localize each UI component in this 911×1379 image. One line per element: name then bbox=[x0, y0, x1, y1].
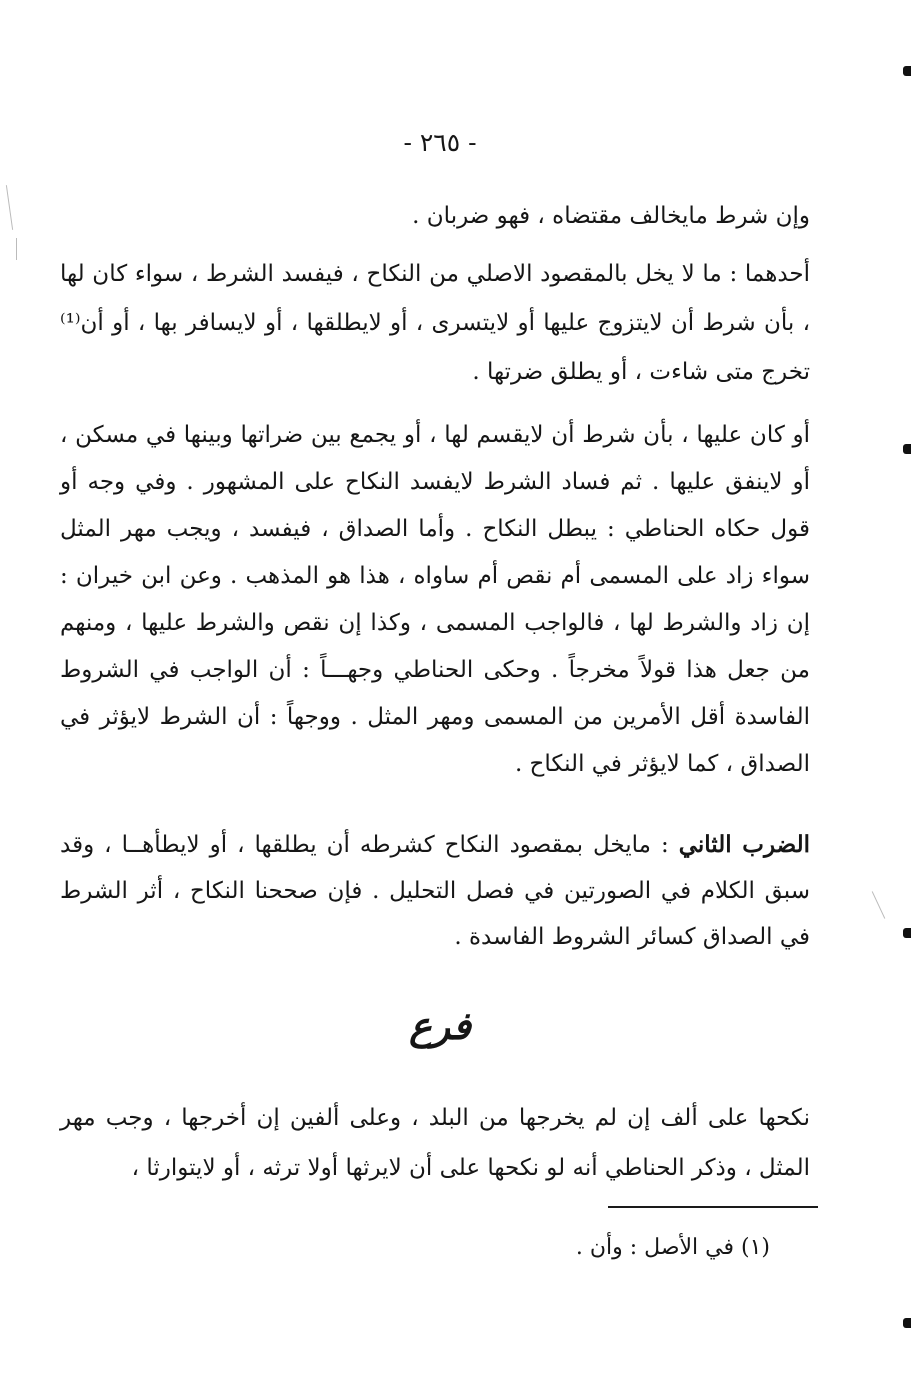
paragraph-2 bbox=[60, 250, 810, 397]
scan-edge-mark bbox=[903, 66, 911, 76]
paragraph-3-text: أو كان عليها ، بأن شرط أن لايقسم لها ، أو يجمع بين ضراتها وبينها في مسكن ، أو لاينفق عليها . ثم فساد الشرط لايفسد النكاح على المشهور . وفي وجه أو قول حكاه الحناطي : يبطل النكاح . وأما الصداق ، فيفسد ، ويجب مهر المثل سواء زاد على المسمى أم نقص أم ساواه ، هذا هو المذهب . وعن ابن خيران : إن زاد والشرط لها ، فالواجب المسمى ، وكذا إن نقص والشرط عليها ، ومنهم من جعل هذا قولاً مخرجاً . وحكى الحناطي وجهـــاً : أن الواجب في الشروط الفاسدة أقل الأمرين من المسمى ومهر المثل . ووجهاً : أن الشرط لايؤثر في الصداق ، كما لايؤثر في النكاح . bbox=[60, 422, 810, 777]
section-paragraph-text: نكحها على ألف إن لم يخرجها من البلد ، وعلى ألفين إن أخرجها ، وجب مهر المثل ، وذكر الحناطي أنه لو نكحها على أن لايرثها أولا ترثه ، أو لايتوارثا ، bbox=[60, 1105, 810, 1181]
paragraph-3 bbox=[60, 412, 810, 788]
paragraph-4 bbox=[60, 822, 810, 960]
scan-edge-mark bbox=[903, 1318, 911, 1328]
section-heading: فرع bbox=[409, 1003, 471, 1048]
scan-stray-line bbox=[16, 238, 17, 260]
footnote-divider bbox=[608, 1206, 818, 1208]
paragraph-1-text: وإن شرط مايخالف مقتضاه ، فهو ضربان . bbox=[412, 203, 810, 229]
page-number: - ٢٦٥ - bbox=[403, 128, 477, 157]
section-paragraph bbox=[60, 1093, 810, 1193]
scan-stray-line bbox=[872, 891, 886, 919]
scan-stray-line bbox=[6, 185, 13, 230]
paragraph-2-text: أحدهما : ما لا يخل بالمقصود الاصلي من النكاح ، فيفسد الشرط ، سواء كان لها ، بأن شرط أن لايتزوج عليها أو لايتسرى ، أو لايطلقها ، أو لايسافر بها ، أو أن⁽¹⁾ تخرج متى شاءت ، أو يطلق ضرتها . bbox=[60, 261, 810, 385]
paragraph-4-body: : مايخل بمقصود النكاح كشرطه أن يطلقها ، أو لايطأهــا ، وقد سبق الكلام في الصورتين في فصل التحليل . فإن صححنا النكاح ، أثر الشرط في الصداق كسائر الشروط الفاسدة . bbox=[60, 832, 810, 950]
scan-edge-mark bbox=[903, 444, 911, 454]
paragraph-4-text bbox=[60, 822, 810, 960]
paragraph-1 bbox=[60, 196, 810, 236]
footnote: (١) في الأصل : وأن . bbox=[575, 1235, 770, 1260]
scan-edge-mark bbox=[903, 928, 911, 938]
paragraph-4-lead: الضرب الثاني bbox=[678, 831, 810, 858]
